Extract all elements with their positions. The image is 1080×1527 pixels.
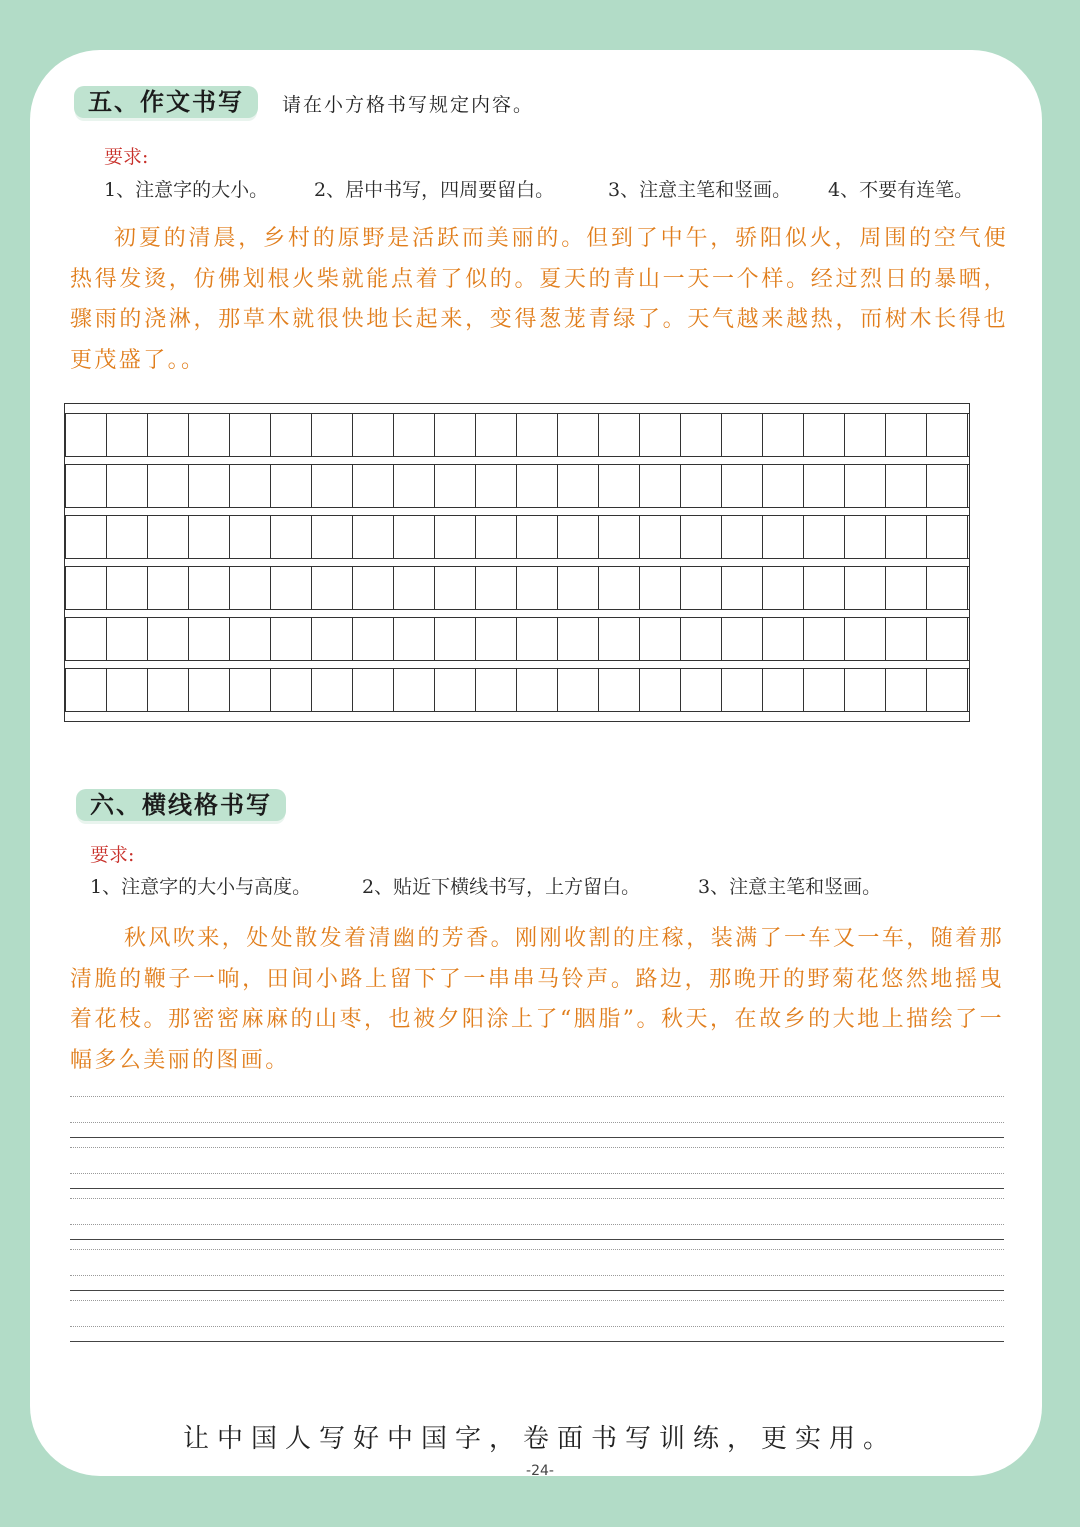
grid-cell[interactable]: [517, 669, 558, 711]
grid-cell[interactable]: [394, 567, 435, 609]
grid-cell[interactable]: [927, 414, 968, 456]
guide-dotted-line: [70, 1275, 1004, 1276]
section-6-requirement-2: 2、贴近下横线书写，上方留白。: [362, 876, 641, 898]
grid-cell[interactable]: [722, 567, 763, 609]
grid-cell[interactable]: [599, 465, 640, 507]
grid-cell[interactable]: [394, 465, 435, 507]
grid-cell[interactable]: [763, 567, 804, 609]
grid-cell[interactable]: [927, 516, 968, 558]
grid-cell[interactable]: [394, 618, 435, 660]
grid-cell[interactable]: [353, 618, 394, 660]
section-5-requirement-1: 1、注意字的大小。: [104, 179, 269, 201]
grid-cell[interactable]: [558, 516, 599, 558]
grid-cell[interactable]: [804, 414, 845, 456]
grid-cell[interactable]: [312, 669, 353, 711]
grid-cell[interactable]: [804, 567, 845, 609]
grid-cell[interactable]: [886, 516, 927, 558]
grid-cell[interactable]: [599, 618, 640, 660]
grid-cell[interactable]: [230, 618, 271, 660]
baseline: [70, 1137, 1004, 1138]
grid-cell[interactable]: [845, 618, 886, 660]
grid-cell[interactable]: [640, 669, 681, 711]
page-number: -24-: [526, 1463, 554, 1479]
section-5-requirements-label: 要求:: [104, 146, 149, 168]
grid-cell[interactable]: [107, 669, 148, 711]
grid-cell[interactable]: [189, 465, 230, 507]
grid-cell[interactable]: [189, 618, 230, 660]
grid-cell[interactable]: [558, 414, 599, 456]
grid-row[interactable]: [65, 413, 969, 457]
grid-cell[interactable]: [271, 618, 312, 660]
grid-cell[interactable]: [804, 618, 845, 660]
grid-cell[interactable]: [312, 567, 353, 609]
grid-cell[interactable]: [640, 414, 681, 456]
grid-cell[interactable]: [107, 516, 148, 558]
section-5-passage: 初夏的清晨，乡村的原野是活跃而美丽的。但到了中午，骄阳似火，周围的空气便热得发烫，仿佛划根火柴就能点着了似的。夏天的青山一天一个样。经过烈日的暴晒，骤雨的浇淋，那草木就很快地长起来，变得葱茏青绿了。天气越来越热，而树木长得也更茂盛了。。: [70, 226, 1008, 373]
grid-cell[interactable]: [927, 567, 968, 609]
guide-dotted-line: [70, 1224, 1004, 1225]
grid-cell[interactable]: [681, 414, 722, 456]
section-5-requirement-2: 2、居中书写，四周要留白。: [314, 179, 555, 201]
grid-cell[interactable]: [435, 465, 476, 507]
grid-cell[interactable]: [558, 618, 599, 660]
guide-dotted-line: [70, 1198, 1004, 1199]
guide-dotted-line: [70, 1096, 1004, 1097]
grid-cell[interactable]: [927, 618, 968, 660]
guide-dotted-line: [70, 1326, 1004, 1327]
guide-dotted-line: [70, 1147, 1004, 1148]
guide-dotted-line: [70, 1249, 1004, 1250]
section-5-instruction: 请在小方格书写规定内容。: [282, 94, 535, 116]
grid-cell[interactable]: [65, 618, 107, 660]
grid-cell[interactable]: [517, 465, 558, 507]
grid-cell[interactable]: [804, 465, 845, 507]
grid-cell[interactable]: [763, 618, 804, 660]
grid-cell[interactable]: [353, 414, 394, 456]
grid-cell[interactable]: [886, 465, 927, 507]
baseline: [70, 1290, 1004, 1291]
footer-motto: 让中国人写好中国字，卷面书写训练，更实用。: [182, 1424, 897, 1454]
grid-cell[interactable]: [271, 516, 312, 558]
grid-cell[interactable]: [189, 414, 230, 456]
grid-cell[interactable]: [517, 567, 558, 609]
section-6-passage: 秋风吹来，处处散发着清幽的芳香。刚刚收割的庄稼，装满了一车又一车，随着那清脆的鞭子一响，田间小路上留下了一串串马铃声。路边，那晚开的野菊花悠然地摇曳着花枝。那密密麻麻的山枣，也被夕阳涂上了“胭脂”。秋天，在故乡的大地上描绘了一幅多么美丽的图画。: [70, 926, 1004, 1073]
grid-cell[interactable]: [189, 567, 230, 609]
grid-cell[interactable]: [312, 618, 353, 660]
grid-cell[interactable]: [148, 567, 189, 609]
baseline: [70, 1341, 1004, 1342]
grid-cell[interactable]: [65, 414, 107, 456]
grid-cell[interactable]: [189, 669, 230, 711]
grid-cell[interactable]: [148, 414, 189, 456]
grid-cell[interactable]: [476, 567, 517, 609]
grid-row[interactable]: [65, 617, 969, 661]
section-6-requirements-label: 要求:: [90, 844, 135, 866]
baseline: [70, 1239, 1004, 1240]
guide-dotted-line: [70, 1300, 1004, 1301]
horizontal-writing-lines[interactable]: [70, 1096, 1004, 1346]
section-5-title: 五、作文书写: [74, 86, 258, 118]
grid-cell[interactable]: [640, 465, 681, 507]
grid-cell[interactable]: [435, 567, 476, 609]
grid-cell[interactable]: [599, 516, 640, 558]
grid-cell[interactable]: [763, 516, 804, 558]
grid-cell[interactable]: [353, 567, 394, 609]
grid-cell[interactable]: [65, 516, 107, 558]
grid-cell[interactable]: [230, 669, 271, 711]
grid-cell[interactable]: [65, 567, 107, 609]
grid-cell[interactable]: [312, 414, 353, 456]
grid-cell[interactable]: [763, 669, 804, 711]
grid-cell[interactable]: [763, 465, 804, 507]
section-6-requirement-3: 3、注意主笔和竖画。: [698, 876, 882, 898]
grid-cell[interactable]: [517, 618, 558, 660]
grid-cell[interactable]: [476, 414, 517, 456]
grid-cell[interactable]: [107, 567, 148, 609]
grid-cell[interactable]: [722, 669, 763, 711]
grid-cell[interactable]: [65, 465, 107, 507]
grid-cell[interactable]: [435, 516, 476, 558]
grid-cell[interactable]: [394, 516, 435, 558]
grid-cell[interactable]: [517, 414, 558, 456]
grid-cell[interactable]: [886, 567, 927, 609]
grid-cell[interactable]: [65, 669, 107, 711]
grid-cell[interactable]: [476, 516, 517, 558]
grid-cell[interactable]: [599, 669, 640, 711]
grid-cell[interactable]: [558, 465, 599, 507]
grid-cell[interactable]: [886, 669, 927, 711]
grid-cell[interactable]: [681, 465, 722, 507]
grid-cell[interactable]: [722, 465, 763, 507]
grid-cell[interactable]: [148, 516, 189, 558]
guide-dotted-line: [70, 1173, 1004, 1174]
grid-cell[interactable]: [353, 465, 394, 507]
grid-cell[interactable]: [599, 414, 640, 456]
grid-cell[interactable]: [312, 516, 353, 558]
grid-cell[interactable]: [640, 516, 681, 558]
grid-row[interactable]: [65, 515, 969, 559]
grid-cell[interactable]: [394, 669, 435, 711]
grid-cell[interactable]: [722, 414, 763, 456]
grid-cell[interactable]: [148, 669, 189, 711]
grid-cell[interactable]: [722, 618, 763, 660]
grid-cell[interactable]: [230, 516, 271, 558]
grid-cell[interactable]: [558, 669, 599, 711]
section-6-title: 六、横线格书写: [76, 789, 286, 821]
grid-cell[interactable]: [722, 516, 763, 558]
section-5-requirement-4: 4、不要有连笔。: [828, 179, 974, 201]
grid-cell[interactable]: [845, 516, 886, 558]
grid-cell[interactable]: [353, 669, 394, 711]
grid-cell[interactable]: [189, 516, 230, 558]
grid-cell[interactable]: [640, 567, 681, 609]
grid-cell[interactable]: [517, 516, 558, 558]
grid-cell[interactable]: [845, 414, 886, 456]
baseline: [70, 1188, 1004, 1189]
grid-cell[interactable]: [845, 465, 886, 507]
grid-cell[interactable]: [230, 567, 271, 609]
grid-cell[interactable]: [148, 618, 189, 660]
grid-cell[interactable]: [476, 618, 517, 660]
grid-cell[interactable]: [107, 414, 148, 456]
grid-cell[interactable]: [681, 669, 722, 711]
grid-cell[interactable]: [599, 567, 640, 609]
grid-cell[interactable]: [681, 567, 722, 609]
section-5-requirement-3: 3、注意主笔和竖画。: [608, 179, 792, 201]
grid-cell[interactable]: [927, 669, 968, 711]
grid-cell[interactable]: [271, 669, 312, 711]
grid-cell[interactable]: [886, 414, 927, 456]
grid-cell[interactable]: [681, 618, 722, 660]
grid-cell[interactable]: [558, 567, 599, 609]
grid-cell[interactable]: [476, 465, 517, 507]
grid-cell[interactable]: [763, 414, 804, 456]
square-writing-grid[interactable]: [64, 403, 970, 722]
grid-cell[interactable]: [435, 669, 476, 711]
grid-cell[interactable]: [845, 567, 886, 609]
grid-cell[interactable]: [353, 516, 394, 558]
grid-cell[interactable]: [804, 669, 845, 711]
grid-cell[interactable]: [845, 669, 886, 711]
grid-cell[interactable]: [435, 618, 476, 660]
grid-cell[interactable]: [271, 465, 312, 507]
grid-cell[interactable]: [886, 618, 927, 660]
grid-cell[interactable]: [804, 516, 845, 558]
grid-cell[interactable]: [271, 414, 312, 456]
grid-cell[interactable]: [271, 567, 312, 609]
grid-row[interactable]: [65, 566, 969, 610]
grid-cell[interactable]: [107, 465, 148, 507]
grid-cell[interactable]: [107, 618, 148, 660]
grid-cell[interactable]: [394, 414, 435, 456]
grid-cell[interactable]: [230, 465, 271, 507]
section-6-requirement-1: 1、注意字的大小与高度。: [90, 876, 312, 898]
grid-cell[interactable]: [927, 465, 968, 507]
grid-cell[interactable]: [476, 669, 517, 711]
grid-cell[interactable]: [435, 414, 476, 456]
grid-cell[interactable]: [312, 465, 353, 507]
grid-cell[interactable]: [640, 618, 681, 660]
guide-dotted-line: [70, 1122, 1004, 1123]
grid-cell[interactable]: [148, 465, 189, 507]
grid-cell[interactable]: [681, 516, 722, 558]
grid-cell[interactable]: [230, 414, 271, 456]
grid-row[interactable]: [65, 668, 969, 712]
grid-row[interactable]: [65, 464, 969, 508]
